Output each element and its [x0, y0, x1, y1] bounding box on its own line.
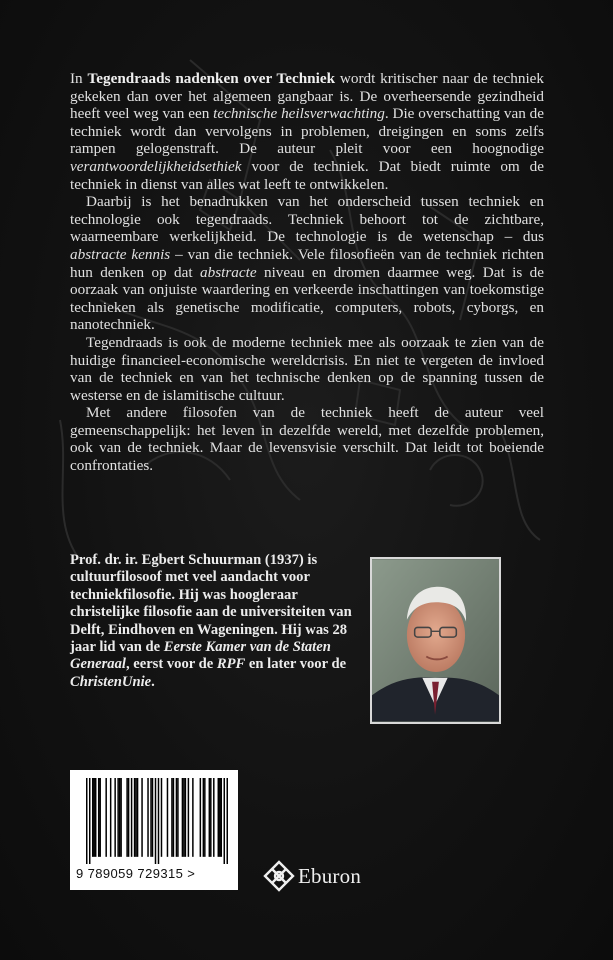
barcode-bar [110, 778, 111, 857]
text-run: . Die overschatting van de techniek wordt dan vervolgens in problemen, dreigingen en soms zelfs rampen gelogenstraft. De auteur pleit voor een hoognodige [70, 105, 544, 158]
text-run: niveau en dromen daarmee weg. Dat is de oorzaak van onjuiste waardering en verkeerde inschattingen van toekomstige technieken als genetische modificatie, computers, robots, cyborgs, en nanotechniek. [70, 263, 544, 334]
barcode-bar [161, 778, 162, 857]
barcode-bar [141, 778, 142, 857]
isbn-barcode [70, 770, 238, 890]
barcode-bar [183, 778, 184, 857]
blurb-paragraph-4 [70, 404, 544, 474]
author-portrait-illustration [372, 559, 499, 722]
barcode-bar [155, 778, 156, 864]
blurb-text [70, 70, 544, 475]
barcode-bar [209, 778, 210, 857]
barcode-bar [173, 778, 174, 857]
barcode-bar [98, 778, 99, 857]
barcode-bar [185, 778, 186, 857]
barcode-bar [128, 778, 129, 857]
barcode-bar [119, 778, 120, 857]
barcode-bar [86, 778, 87, 864]
barcode-bar [114, 778, 115, 857]
eburon-knot-icon [262, 859, 296, 893]
text-run: wordt kritischer naar de techniek gekeken dan over het algemeen gangbaar is. De overheersende gezindheid heeft veel weg van een [70, 70, 545, 123]
barcode-bars [86, 778, 228, 864]
blurb-paragraph-1 [70, 70, 544, 193]
text-run: – van die techniek. Vele filosofieën van de techniek richten hun denken op dat [70, 245, 544, 281]
text-run: , eerst voor de [125, 656, 217, 673]
text-run: Prof. dr. ir. Egbert Schuurman (1937) is cultuurfilosoof met veel aandacht voor techniekfilosofie. Hij was hoogleraar christelijke filosofie aan de universiteiten van Delft, Eindhoven en Wageningen. Hij was 28 jaar lid van de [70, 552, 352, 656]
barcode-bar [126, 778, 127, 857]
barcode-bar [176, 778, 177, 857]
text-run: In [70, 70, 88, 87]
text-run: technische heilsverwachting [213, 105, 385, 123]
barcode-bar [221, 778, 222, 857]
barcode-bar [92, 778, 93, 857]
barcode-bar [213, 778, 214, 857]
barcode-bar [210, 778, 211, 857]
barcode-bar [200, 778, 201, 857]
text-run: RPF [216, 656, 246, 673]
barcode-bar [117, 778, 118, 857]
barcode-bar [188, 778, 189, 857]
barcode-bar [99, 778, 100, 857]
author-photo [370, 557, 501, 724]
barcode-bar [152, 778, 153, 857]
barcode-bar [120, 778, 121, 857]
barcode-bar [203, 778, 204, 857]
blurb-paragraph-3 [70, 334, 544, 404]
text-run: Met andere filosofen van de techniek heeft de auteur veel gemeenschappelijk: het leven in dezelfde wereld, met dezelfde problemen, ook van de techniek. Maar de levensvisie verschilt. Dat leidt tot boeiende confrontaties. [70, 404, 544, 475]
text-run: en later voor de [245, 656, 347, 673]
barcode-bar [224, 778, 225, 864]
barcode-bar [182, 778, 183, 857]
barcode-bar [150, 778, 151, 857]
text-run: abstracte [200, 263, 257, 281]
text-run: verantwoordelijkheidsethiek [70, 157, 242, 175]
barcode-bar [171, 778, 172, 857]
barcode-bar [105, 778, 106, 857]
text-run: abstracte kennis [70, 245, 171, 263]
barcode-bar [95, 778, 96, 857]
isbn-number: 9 789059 729315 > [76, 866, 196, 881]
text-run: Daarbij is het benadrukken van het onderscheid tussen techniek en technologie ook tegendraads. Techniek behoort tot de zichtbare, waarneembare werkelijkheid. De technologie is de wetenschap – dus [70, 193, 544, 246]
text-run: Eerste Kamer van de Staten Generaal [70, 639, 331, 673]
barcode-bar [134, 778, 135, 857]
text-run: voor de techniek. Dat biedt ruimte om de techniek in dienst van alles wat leeft te ontwikkelen. [70, 157, 544, 193]
text-run: Tegendraads is ook de moderne techniek mee als oorzaak te zien van de huidige financieel-economische wereldcrisis. En niet te vergeten de invloed van de techniek en van het technische denken op de spanning tussen de westerse en de islamitische cultuur. [70, 333, 544, 404]
text-run: ChristenUnie [70, 673, 152, 690]
blurb-paragraph-2 [70, 193, 544, 334]
barcode-bar [147, 778, 148, 857]
barcode-bar [204, 778, 205, 857]
barcode-bar [158, 778, 159, 864]
barcode-bar [219, 778, 220, 857]
barcode-bar [167, 778, 168, 857]
barcode-bar [131, 778, 132, 857]
barcode-bar [192, 778, 193, 857]
barcode-bar [89, 778, 90, 864]
text-run: . [151, 673, 155, 690]
barcode-bar [177, 778, 178, 857]
text-run: Tegendraads nadenken over Techniek [87, 70, 336, 87]
barcode-bar [135, 778, 136, 857]
publisher-logo [262, 859, 382, 893]
author-bio [70, 552, 352, 691]
barcode-bar [218, 778, 219, 857]
barcode-bar [93, 778, 94, 857]
barcode-bar [137, 778, 138, 857]
publisher-name: Eburon [298, 863, 362, 888]
barcode-bar [227, 778, 228, 864]
